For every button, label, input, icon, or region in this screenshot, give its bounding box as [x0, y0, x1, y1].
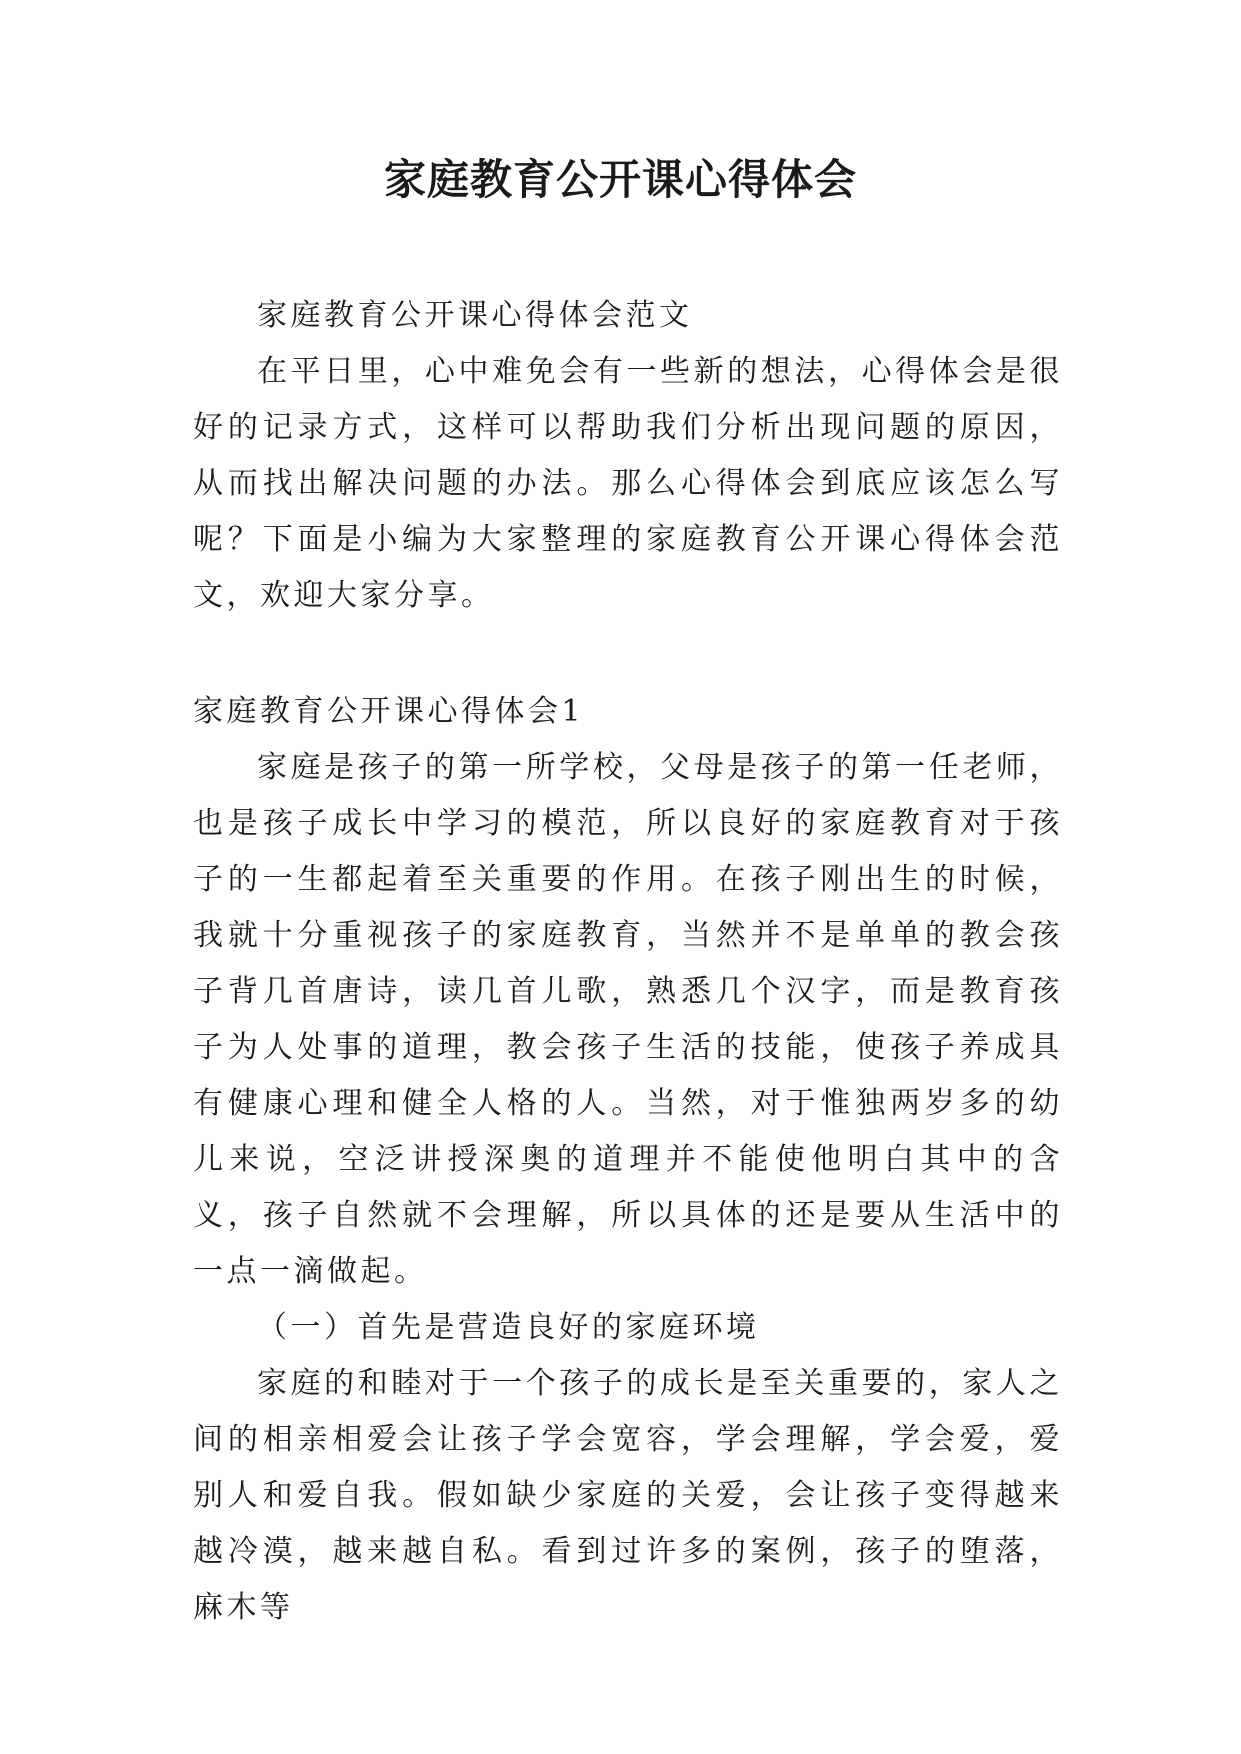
- document-body: [193, 288, 1063, 1636]
- section-heading: 家庭教育公开课心得体会1: [193, 694, 585, 729]
- intro-paragraph: 在平日里，心中难免会有一些新的想法，心得体会是很好的记录方式，这样可以帮助我们分析出现问题的原因，从而找出解决问题的办法。那么心得体会到底应该怎么写呢？下面是小编为大家整理的家庭教育公开课心得体会范文，欢迎大家分享。: [193, 354, 1063, 613]
- subsection-heading: （一）首先是营造良好的家庭环境: [257, 1310, 760, 1345]
- body-paragraph-2: 家庭的和睦对于一个孩子的成长是至关重要的，家人之间的相亲相爱会让孩子学会宽容，学会理解，学会爱，爱别人和爱自我。假如缺少家庭的关爱，会让孩子变得越来越冷漠，越来越自私。看到过许多的案例，孩子的堕落，麻木等: [193, 1366, 1063, 1625]
- body-paragraph: 家庭是孩子的第一所学校，父母是孩子的第一任老师，也是孩子成长中学习的模范，所以良好的家庭教育对于孩子的一生都起着至关重要的作用。在孩子刚出生的时候，我就十分重视孩子的家庭教育，当然并不是单单的教会孩子背几首唐诗，读几首儿歌，熟悉几个汉字，而是教育孩子为人处事的道理，教会孩子生活的技能，使孩子养成具有健康心理和健全人格的人。当然，对于惟独两岁多的幼儿来说，空泛讲授深奥的道理并不能使他明白其中的含义，孩子自然就不会理解，所以具体的还是要从生活中的一点一滴做起。: [193, 750, 1063, 1289]
- document-subtitle: 家庭教育公开课心得体会范文: [257, 298, 693, 333]
- document-title: 家庭教育公开课心得体会: [383, 155, 857, 204]
